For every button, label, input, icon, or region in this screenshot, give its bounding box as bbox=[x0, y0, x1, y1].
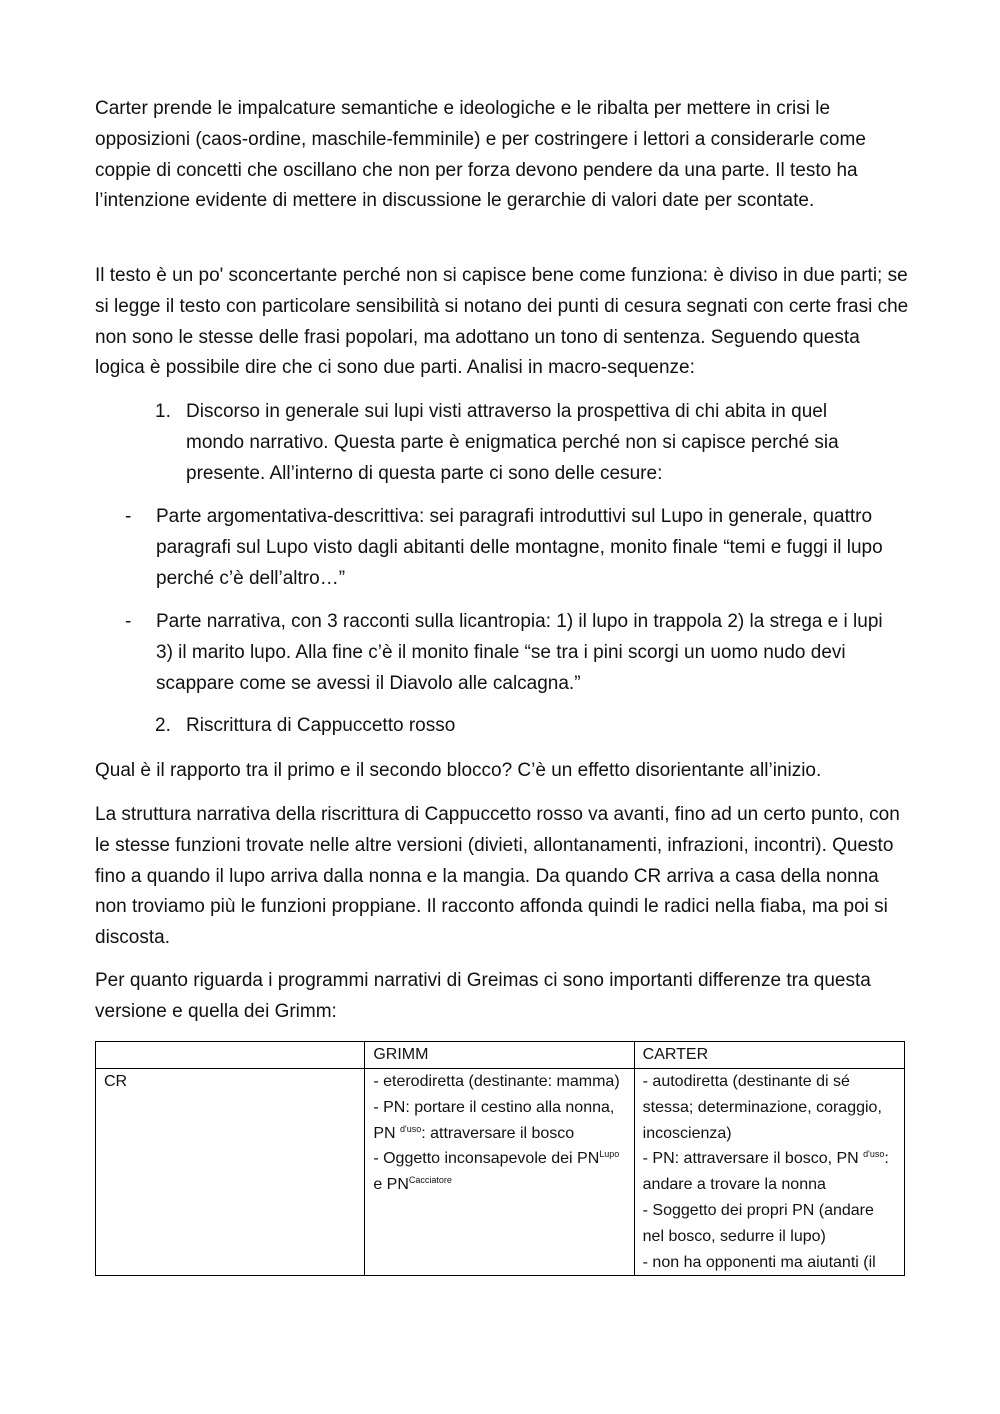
table-header-row bbox=[96, 1042, 905, 1069]
superscript: Lupo bbox=[599, 1149, 620, 1160]
paragraph-narrative: La struttura narrativa della riscrittura di Cappuccetto rosso va avanti, fino ad un certo punto, con le stesse funzioni trovate nelle altre versioni (divieti, allontanamenti, infrazioni, incontri). Questo fino a quando il lupo arriva dalla nonna e la mangia. Da quando CR arriva a casa della nonna non troviamo più le funzioni proppiane. Il racconto affonda quindi le radici nella fiaba, ma poi si discosta. bbox=[95, 804, 900, 949]
list-number: 2. bbox=[155, 715, 171, 736]
table-row-label: CR bbox=[96, 1069, 365, 1276]
list-text: Riscrittura di Cappuccetto rosso bbox=[186, 715, 456, 736]
grimm-line-2: - PN: portare il cestino alla nonna, PN $^{d'uso}$: attraversare il bosco bbox=[373, 1098, 615, 1142]
bullet-text: Parte argomentativa-descrittiva: sei paragrafi introduttivi sul Lupo in generale, quattro paragrafi sul Lupo visto dagli abitanti delle montagne, monito finale “temi e fuggi il lupo perché c’è dell’altro…” bbox=[156, 506, 883, 589]
bullet-text: Parte narrativa, con 3 racconti sulla licantropia: 1) il lupo in trappola 2) la strega e i lupi 3) il marito lupo. Alla fine c’è il monito finale “se tra i pini scorgi un uomo nudo devi scappare come se avessi il Diavolo alle calcagna.” bbox=[156, 611, 883, 694]
paragraph-greimas: Per quanto riguarda i programmi narrativi di Greimas ci sono importanti differenze tra questa versione e quella dei Grimm: bbox=[95, 970, 871, 1022]
table-cell-carter bbox=[634, 1069, 904, 1276]
superscript: Cacciatore bbox=[408, 1175, 452, 1186]
bullet-dash: - bbox=[125, 611, 132, 632]
superscript: d'uso bbox=[400, 1123, 422, 1134]
paragraph-structure: Il testo è un po' sconcertante perché non si capisce bene come funziona: è diviso in due parti; se si legge il testo con particolare sensibilità si notano dei punti di cesura segnati con certe frasi che non sono le stesse delle frasi popolari, ma adottano un tono di sentenza. Seguendo questa logica è possibile dire che ci sono due parti. Analisi in macro-sequenze: bbox=[95, 265, 909, 379]
carter-line-1: - autodiretta (destinante di sé stessa; determinazione, coraggio, incoscienza) bbox=[642, 1073, 882, 1142]
list-text: Discorso in generale sui lupi visti attraverso la prospettiva di chi abita in quel mondo narrativo. Questa parte è enigmatica perché non si capisce perché sia presente. All’interno di questa parte ci sono delle cesure: bbox=[186, 401, 839, 484]
comparison-table bbox=[95, 1041, 905, 1276]
paragraph-intro: Carter prende le impalcature semantiche e ideologiche e le ribalta per mettere in crisi le opposizioni (caos-ordine, maschile-femminile) e per costringere i lettori a considerarle come coppie di concetti che oscillano che non per forza devono pendere da una parte. Il testo ha l’intenzione evidente di mettere in discussione le gerarchie di valori date per scontate. bbox=[95, 98, 866, 212]
table-row bbox=[96, 1069, 905, 1276]
list-number: 1. bbox=[155, 401, 171, 422]
table-header-cell-empty bbox=[96, 1042, 365, 1069]
superscript: d'uso bbox=[863, 1149, 885, 1160]
bullet-dash: - bbox=[125, 506, 132, 527]
table-header-carter: CARTER bbox=[634, 1042, 904, 1069]
carter-line-2: - PN: attraversare il bosco, PN $^{d'uso}$: andare a trovare la nonna bbox=[642, 1149, 889, 1194]
carter-line-3: - Soggetto dei propri PN (andare nel bosco, sedurre il lupo) bbox=[642, 1201, 874, 1245]
paragraph-question: Qual è il rapporto tra il primo e il secondo blocco? C’è un effetto disorientante all’inizio. bbox=[95, 760, 822, 781]
grimm-line-1: - eterodiretta (destinante: mamma) bbox=[373, 1073, 620, 1090]
table-header-grimm: GRIMM bbox=[365, 1042, 634, 1069]
table-cell-grimm bbox=[365, 1069, 634, 1276]
carter-line-4: - non ha opponenti ma aiutanti (il bbox=[642, 1253, 876, 1271]
grimm-line-3: - Oggetto inconsapevole dei $PN^{Lupo}$ e $PN^{Cacciatore}$ bbox=[373, 1149, 620, 1194]
